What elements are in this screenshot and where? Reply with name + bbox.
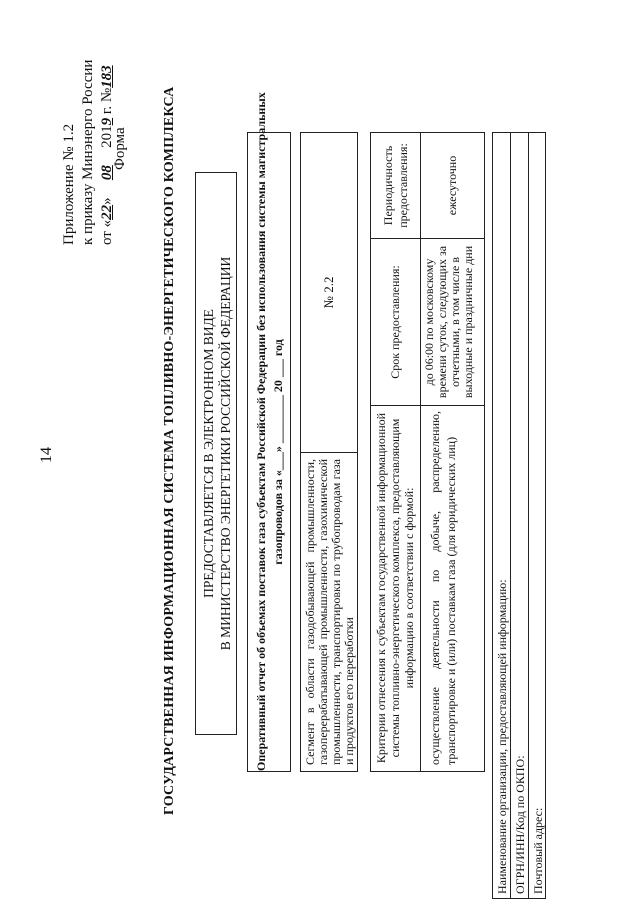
main-title: ГОСУДАРСТВЕННАЯ ИНФОРМАЦИОННАЯ СИСТЕМА ТОПЛИВНО-ЭНЕРГЕТИЧЕСКОГО КОМПЛЕКСА bbox=[162, 86, 177, 815]
submission-line2: В МИНИСТЕРСТВО ЭНЕРГЕТИКИ РОССИЙСКОЙ ФЕДЕРАЦИИ bbox=[218, 256, 233, 651]
segment-table bbox=[300, 132, 358, 772]
date-year-suffix: г. № bbox=[99, 87, 115, 118]
org-name-label: Наименование организации, предоставляющей информацию: bbox=[495, 579, 509, 894]
report-title-line2: газопроводов за «___» ________ 20 ___ год bbox=[271, 339, 285, 565]
submission-line1: ПРЕДОСТАВЛЯЕТСЯ В ЭЛЕКТРОННОМ ВИДЕ bbox=[201, 309, 216, 598]
date-day: 22 bbox=[99, 204, 115, 220]
appendix-order-ref: к приказу Минэнерго России bbox=[80, 59, 96, 245]
submission-box bbox=[195, 172, 237, 735]
page-number: 14 bbox=[38, 447, 55, 463]
periodicity-value: ежесуточно bbox=[445, 155, 459, 216]
order-number: 183 bbox=[99, 65, 115, 88]
org-row-divider-1 bbox=[510, 133, 511, 898]
periodicity-header: Периодичность предоставления: bbox=[380, 143, 410, 228]
form-number: № 2.2 bbox=[321, 276, 336, 309]
report-title-box bbox=[247, 92, 291, 772]
deadline-value: до 06:00 по московскому времени суток, следующих за отчетными, в том числе в выходные и праздничные дни bbox=[422, 245, 475, 399]
deadline-header: Срок предоставления: bbox=[388, 265, 402, 379]
appendix-block bbox=[60, 5, 117, 245]
date-month: 08 bbox=[99, 165, 115, 181]
criteria-value: осуществление деятельности по добыче, распределению, транспортировке и (или) поставкам газа (для юридических лиц) bbox=[428, 411, 458, 765]
org-row-divider-2 bbox=[528, 133, 529, 898]
report-title-line1: Оперативный отчет об объемах поставок газа субъектам Российской Федерации без использования системы магистральных bbox=[254, 92, 268, 771]
postal-address-label: Почтовый адрес: bbox=[531, 807, 545, 894]
date-year-digit: 9 bbox=[99, 117, 115, 126]
segment-text: Сегмент в области газодобывающей промышленности, газоперерабатывающей промышленности, газохимической промышленности, транспортировки по трубопроводам газа и продуктов его переработки bbox=[303, 459, 356, 765]
date-prefix: от « bbox=[99, 219, 115, 245]
date-mid: » bbox=[99, 197, 115, 205]
organization-table bbox=[492, 132, 546, 899]
segment-table-divider bbox=[301, 452, 357, 453]
date-year-prefix: 201 bbox=[99, 125, 115, 148]
form-label: Форма bbox=[112, 127, 128, 170]
appendix-title: Приложение № 1.2 bbox=[61, 123, 77, 245]
criteria-col-divider-1 bbox=[371, 405, 484, 406]
criteria-header: Критерии отнесения к субъектам государственной информационной системы топливно-энергетического комплекса, предоставляющим информацию в соответствии с формой: bbox=[374, 412, 416, 764]
org-ids-label: ОГРН/ИНН/Код по ОКПО: bbox=[513, 755, 527, 894]
criteria-table bbox=[370, 132, 485, 772]
